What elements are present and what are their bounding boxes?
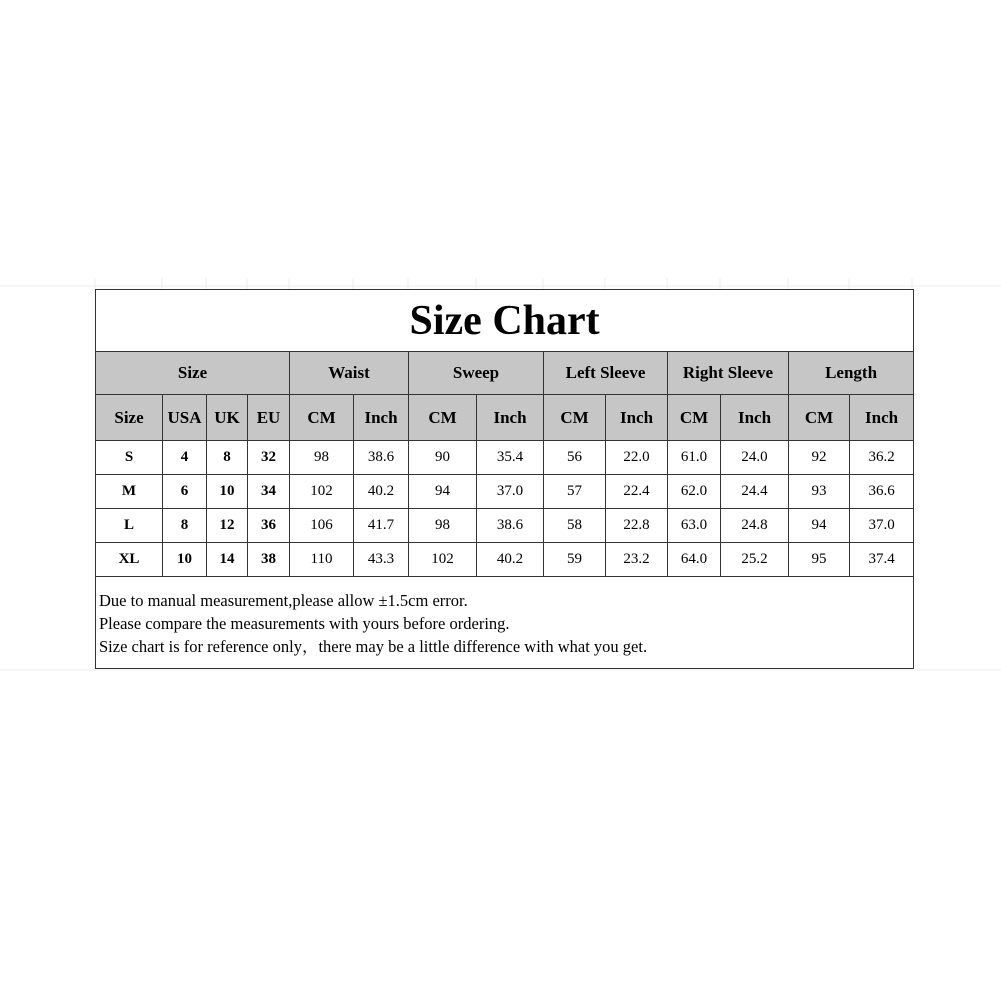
cell-size: L (96, 509, 163, 543)
table-row (96, 543, 914, 577)
cell-length-cm: 95 (789, 543, 850, 577)
cell-waist-inch: 43.3 (354, 543, 409, 577)
cell-uk: 14 (207, 543, 248, 577)
group-header-length: Length (789, 352, 914, 395)
size-chart-table (95, 289, 914, 669)
cell-sweep-cm: 98 (409, 509, 477, 543)
sub-header-length-inch: Inch (850, 395, 914, 441)
group-header-sweep: Sweep (409, 352, 544, 395)
cell-uk: 12 (207, 509, 248, 543)
sub-header-usa: USA (163, 395, 207, 441)
cell-eu: 36 (248, 509, 290, 543)
cell-waist-cm: 98 (290, 441, 354, 475)
sub-header-size: Size (96, 395, 163, 441)
cell-size: XL (96, 543, 163, 577)
sub-header-left-sleeve-cm: CM (544, 395, 606, 441)
cell-waist-cm: 110 (290, 543, 354, 577)
cell-left-sleeve-cm: 56 (544, 441, 606, 475)
sub-header-left-sleeve-inch: Inch (606, 395, 668, 441)
cell-length-inch: 37.4 (850, 543, 914, 577)
cell-usa: 4 (163, 441, 207, 475)
cell-waist-cm: 102 (290, 475, 354, 509)
cell-right-sleeve-inch: 24.0 (721, 441, 789, 475)
note-reference-only: Size chart is for reference only，there may be a little difference with what you get. (99, 637, 648, 656)
cell-size: S (96, 441, 163, 475)
cell-sweep-inch: 40.2 (477, 543, 544, 577)
cell-waist-inch: 41.7 (354, 509, 409, 543)
group-header-waist: Waist (290, 352, 409, 395)
note-measurement-error: Due to manual measurement,please allow ±1.5cm error. (99, 591, 468, 610)
group-header-left-sleeve: Left Sleeve (544, 352, 668, 395)
table-row (96, 475, 914, 509)
cell-right-sleeve-inch: 24.4 (721, 475, 789, 509)
cell-right-sleeve-cm: 62.0 (668, 475, 721, 509)
cell-waist-inch: 40.2 (354, 475, 409, 509)
cell-length-inch: 36.2 (850, 441, 914, 475)
group-header-right-sleeve: Right Sleeve (668, 352, 789, 395)
cell-length-inch: 36.6 (850, 475, 914, 509)
cell-left-sleeve-inch: 22.8 (606, 509, 668, 543)
sub-header-sweep-cm: CM (409, 395, 477, 441)
cell-length-cm: 94 (789, 509, 850, 543)
sub-header-uk: UK (207, 395, 248, 441)
note-compare-measurements: Please compare the measurements with yours before ordering. (99, 614, 510, 633)
group-header-size: Size (96, 352, 290, 395)
cell-waist-inch: 38.6 (354, 441, 409, 475)
cell-sweep-cm: 94 (409, 475, 477, 509)
cell-sweep-inch: 35.4 (477, 441, 544, 475)
cell-right-sleeve-cm: 61.0 (668, 441, 721, 475)
sub-header-right-sleeve-inch: Inch (721, 395, 789, 441)
cell-left-sleeve-inch: 22.0 (606, 441, 668, 475)
cell-left-sleeve-inch: 23.2 (606, 543, 668, 577)
cell-size: M (96, 475, 163, 509)
cell-usa: 10 (163, 543, 207, 577)
sub-header-sweep-inch: Inch (477, 395, 544, 441)
cell-length-inch: 37.0 (850, 509, 914, 543)
cell-left-sleeve-inch: 22.4 (606, 475, 668, 509)
sub-header-waist-cm: CM (290, 395, 354, 441)
sub-header-waist-inch: Inch (354, 395, 409, 441)
cell-sweep-inch: 37.0 (477, 475, 544, 509)
cell-uk: 8 (207, 441, 248, 475)
cell-waist-cm: 106 (290, 509, 354, 543)
notes-section (96, 577, 914, 669)
cell-right-sleeve-cm: 64.0 (668, 543, 721, 577)
cell-uk: 10 (207, 475, 248, 509)
cell-usa: 6 (163, 475, 207, 509)
cell-eu: 32 (248, 441, 290, 475)
cell-length-cm: 93 (789, 475, 850, 509)
cell-sweep-cm: 90 (409, 441, 477, 475)
cell-right-sleeve-inch: 24.8 (721, 509, 789, 543)
cell-right-sleeve-inch: 25.2 (721, 543, 789, 577)
chart-title: Size Chart (96, 290, 914, 352)
cell-left-sleeve-cm: 57 (544, 475, 606, 509)
cell-sweep-cm: 102 (409, 543, 477, 577)
cell-left-sleeve-cm: 58 (544, 509, 606, 543)
cell-eu: 38 (248, 543, 290, 577)
cell-sweep-inch: 38.6 (477, 509, 544, 543)
cell-length-cm: 92 (789, 441, 850, 475)
cell-right-sleeve-cm: 63.0 (668, 509, 721, 543)
cell-left-sleeve-cm: 59 (544, 543, 606, 577)
table-row (96, 509, 914, 543)
cell-eu: 34 (248, 475, 290, 509)
cell-usa: 8 (163, 509, 207, 543)
table-row (96, 441, 914, 475)
sub-header-right-sleeve-cm: CM (668, 395, 721, 441)
sub-header-length-cm: CM (789, 395, 850, 441)
sub-header-eu: EU (248, 395, 290, 441)
